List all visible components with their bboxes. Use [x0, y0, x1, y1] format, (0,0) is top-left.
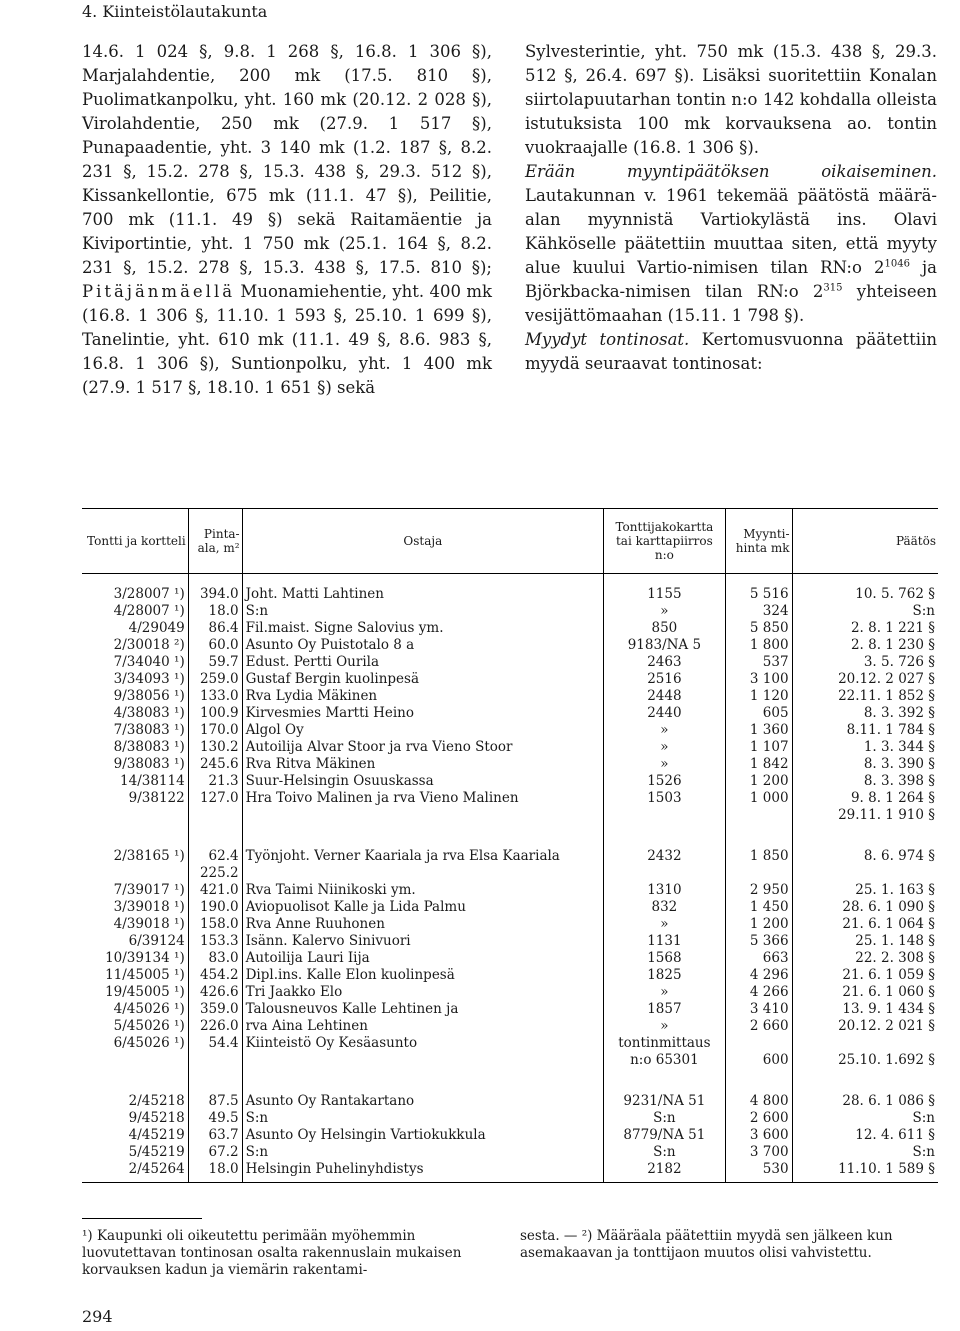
decision-cell: 22. 2. 308 § [792, 950, 938, 967]
table-row [82, 790, 938, 807]
table-row [82, 1018, 938, 1035]
footnote-left: ¹) Kaupunki oli oikeutettu perimään myöhemmin luovutettavan tontinosan osalta rakennuslain mukaisen korvauksen kadun ja viemärin rakentami- [82, 1228, 462, 1278]
plot-cell: 3/28007 ¹) [113, 586, 185, 602]
area-cell: 170.0 [188, 722, 242, 739]
buyer-cell: Asunto Oy Rantakartano [242, 1069, 603, 1110]
area-cell: 133.0 [188, 688, 242, 705]
price-cell: 5 366 [725, 933, 792, 950]
paragraph-text: ja Björkbacka-nimisen tilan RN:o 2 [525, 258, 937, 301]
decision-cell: 3. 5. 726 § [792, 654, 938, 671]
area-cell: 21.3 [188, 773, 242, 790]
price-cell: 2 660 [725, 1018, 792, 1035]
area-cell: 359.0 [188, 1001, 242, 1018]
map-number-cell: 2432 [604, 824, 726, 865]
decision-cell [792, 1035, 938, 1052]
map-number-cell: 1825 [604, 967, 726, 984]
plot-cell: 3/39018 ¹) [113, 899, 185, 915]
decision-cell: 8. 3. 390 § [792, 756, 938, 773]
table-row [82, 688, 938, 705]
table-row [82, 722, 938, 739]
price-cell [725, 1035, 792, 1052]
price-cell: 4 296 [725, 967, 792, 984]
price-cell: 663 [725, 950, 792, 967]
plot-cell: 5/45026 ¹) [113, 1018, 185, 1034]
buyer-cell: Talousneuvos Kalle Lehtinen ja [242, 1001, 603, 1018]
plot-cell [82, 1052, 188, 1069]
table-row [82, 1069, 938, 1110]
table-body [82, 574, 938, 1183]
map-number-cell: 8779/NA 51 [604, 1127, 726, 1144]
buyer-cell: Kiinteistö Oy Kesäasunto [242, 1035, 603, 1052]
column-header: Ostaja [242, 509, 603, 574]
area-cell: 259.0 [188, 671, 242, 688]
plot-cell: 2/45218 [128, 1093, 185, 1109]
table-row [82, 950, 938, 967]
area-cell: 54.4 [188, 1035, 242, 1052]
right-text-column [525, 40, 937, 376]
area-cell: 87.5 [188, 1069, 242, 1110]
plot-cell: 7/38083 ¹) [113, 722, 185, 738]
table-row [82, 807, 938, 824]
map-number-cell: 850 [604, 620, 726, 637]
plot-cell: 3/34093 ¹) [113, 671, 185, 687]
plot-cell: 6/39124 [128, 933, 185, 949]
table-row [82, 1161, 938, 1183]
table-row [82, 1035, 938, 1052]
buyer-cell: Asunto Oy Puistotalo 8 a [242, 637, 603, 654]
map-number-cell [604, 865, 726, 882]
decision-cell: 10. 5. 762 § [792, 574, 938, 604]
map-number-cell: 2182 [604, 1161, 726, 1183]
price-cell: 1 450 [725, 899, 792, 916]
table-row [82, 967, 938, 984]
table-row [82, 705, 938, 722]
price-cell: 5 850 [725, 620, 792, 637]
area-cell: 245.6 [188, 756, 242, 773]
price-cell: 324 [725, 603, 792, 620]
map-number-cell: 1131 [604, 933, 726, 950]
left-text-column [82, 40, 492, 400]
buyer-cell [242, 807, 603, 824]
buyer-cell: Rva Lydia Mäkinen [242, 688, 603, 705]
table-row [82, 1001, 938, 1018]
buyer-cell: Rva Anne Ruuhonen [242, 916, 603, 933]
table-row [82, 620, 938, 637]
map-number-cell: S:n [604, 1144, 726, 1161]
district-name: Pitäjänmäellä [82, 282, 236, 301]
plot-cell: 9/45218 [128, 1110, 185, 1126]
superscript: 315 [823, 282, 843, 294]
map-number-cell: » [604, 739, 726, 756]
table-row [82, 1110, 938, 1127]
map-number-cell: » [604, 603, 726, 620]
table-row [82, 1144, 938, 1161]
column-header: Päätös [792, 509, 938, 574]
column-header: Tonttijakokartta tai karttapiirros n:o [604, 509, 726, 574]
decision-cell: 22.11. 1 852 § [792, 688, 938, 705]
buyer-cell: Tri Jaakko Elo [242, 984, 603, 1001]
price-cell: 1 200 [725, 916, 792, 933]
buyer-cell: Dipl.ins. Kalle Elon kuolinpesä [242, 967, 603, 984]
plot-cell: 8/38083 ¹) [113, 739, 185, 755]
price-cell: 1 000 [725, 790, 792, 807]
decision-cell: 1. 3. 344 § [792, 739, 938, 756]
decision-cell [792, 865, 938, 882]
price-cell: 1 850 [725, 824, 792, 865]
decision-cell: 21. 6. 1 059 § [792, 967, 938, 984]
decision-cell: 9. 8. 1 264 § [792, 790, 938, 807]
map-number-cell: 832 [604, 899, 726, 916]
plot-cell: 4/38083 ¹) [113, 705, 185, 721]
buyer-cell: Edust. Pertti Ourila [242, 654, 603, 671]
buyer-cell: rva Aina Lehtinen [242, 1018, 603, 1035]
map-number-cell: 2448 [604, 688, 726, 705]
map-number-cell: 1568 [604, 950, 726, 967]
continuation-paragraph: Sylvesterintie, yht. 750 mk (15.3. 438 §, 29.3. 512 §, 26.4. 697 §). Lisäksi suoritettiin Konalan siirtolapuutarhan tontin n:o 142 kohdalla olleista istutuksista 100 mk korvauksena ao. tontin vuokraajalle (16.8. 1 306 §). [525, 42, 937, 157]
map-number-cell: 1526 [604, 773, 726, 790]
area-cell: 18.0 [188, 603, 242, 620]
table-row [82, 773, 938, 790]
plot-cell: 2/45264 [82, 1161, 188, 1183]
area-cell: 127.0 [188, 790, 242, 807]
area-cell: 426.6 [188, 984, 242, 1001]
buyer-cell: Fil.maist. Signe Salovius ym. [242, 620, 603, 637]
table-row [82, 899, 938, 916]
buyer-cell [242, 1052, 603, 1069]
decision-cell: 8. 3. 398 § [792, 773, 938, 790]
price-cell: 5 516 [725, 574, 792, 604]
area-cell: 225.2 [188, 865, 242, 882]
decision-cell: S:n [792, 1144, 938, 1161]
paragraph-text: Muonamiehentie, yht. 400 mk (16.8. 1 306 §, 11.10. 1 593 §, 25.10. 1 699 §), Tanelintie, yht. 610 mk (11.1. 49 §, 8.6. 983 §, 16.8. 1 306 §), Suntionpolku, yht. 1 400 mk (27.9. 1 517 §, 18.10. 1 651 §) sekä [82, 282, 492, 397]
table-row [82, 882, 938, 899]
map-number-cell: » [604, 916, 726, 933]
buyer-cell: S:n [242, 1110, 603, 1127]
map-number-cell: » [604, 722, 726, 739]
footnote-right: sesta. — ²) Määräala päätettiin myydä sen jälkeen kun asemakaavan ja tonttijaon muutos olisi vahvistettu. [520, 1228, 893, 1261]
sold-plots-paragraph [525, 328, 937, 376]
paragraph-text: 14.6. 1 024 §, 9.8. 1 268 §, 16.8. 1 306 §), Marjalahdentie, 200 mk (17.5. 810 §), Puolimatkanpolku, yht. 160 mk (20.12. 2 028 §), Virolahdentie, 250 mk (27.9. 1 517 §), Punapaadentie, yht. 3 140 mk (1.2. 187 §, 8.2. 231 §, 15.2. 278 §, 15.3. 438 §, 29.3. 512 §), Kissankellontie, 675 mk (11.1. 47 §), Peilitie, 700 mk (11.1. 49 §) sekä Raitamäentie ja Kiviportintie, yht. 1 750 mk (25.1. 164 §, 8.2. 231 §, 15.2. 278 §, 15.3. 438 §, 17.5. 810 §); [82, 42, 492, 277]
map-number-cell: 2440 [604, 705, 726, 722]
column-header: Myynti-hinta mk [725, 509, 792, 574]
correction-paragraph [525, 160, 937, 328]
area-cell: 49.5 [188, 1110, 242, 1127]
map-number-cell: tontinmittaus [604, 1035, 726, 1052]
decision-cell: 12. 4. 611 § [792, 1127, 938, 1144]
table-row [82, 1052, 938, 1069]
buyer-cell: Joht. Matti Lahtinen [242, 574, 603, 604]
plot-cell: 4/45219 [128, 1127, 185, 1143]
area-cell: 153.3 [188, 933, 242, 950]
street-costs-paragraph [82, 40, 492, 400]
decision-cell: S:n [792, 1110, 938, 1127]
price-cell: 3 600 [725, 1127, 792, 1144]
price-cell [725, 865, 792, 882]
area-cell: 86.4 [188, 620, 242, 637]
price-cell: 2 950 [725, 882, 792, 899]
decision-cell: 11.10. 1 589 § [792, 1161, 938, 1183]
map-number-cell: » [604, 756, 726, 773]
plot-cell: 9/38083 ¹) [113, 756, 185, 772]
area-cell: 67.2 [188, 1144, 242, 1161]
column-header: Pinta-ala, m² [188, 509, 242, 574]
plot-cell [82, 807, 188, 824]
buyer-cell: Työnjoht. Verner Kaariala ja rva Elsa Kaariala [242, 824, 603, 865]
plot-cell: 6/45026 ¹) [113, 1035, 185, 1051]
price-cell: 3 410 [725, 1001, 792, 1018]
area-cell [188, 807, 242, 824]
table-row [82, 756, 938, 773]
area-cell [188, 1052, 242, 1069]
map-number-cell [604, 807, 726, 824]
area-cell: 63.7 [188, 1127, 242, 1144]
decision-cell: 2. 8. 1 221 § [792, 620, 938, 637]
decision-cell: 21. 6. 1 064 § [792, 916, 938, 933]
plot-cell: 14/38114 [120, 773, 185, 789]
area-cell: 190.0 [188, 899, 242, 916]
price-cell: 2 600 [725, 1110, 792, 1127]
price-cell: 1 360 [725, 722, 792, 739]
superscript: 1046 [884, 258, 910, 270]
decision-cell: 25. 1. 163 § [792, 882, 938, 899]
plot-cell: 10/39134 ¹) [105, 950, 185, 966]
table-row [82, 654, 938, 671]
map-number-cell: » [604, 1018, 726, 1035]
plot-cell: 4/39018 ¹) [113, 916, 185, 932]
decision-cell: 28. 6. 1 086 § [792, 1069, 938, 1110]
plot-cell: 19/45005 ¹) [105, 984, 185, 1000]
decision-cell: 20.12. 2 027 § [792, 671, 938, 688]
area-cell: 226.0 [188, 1018, 242, 1035]
decision-cell: 8. 6. 974 § [792, 824, 938, 865]
area-cell: 454.2 [188, 967, 242, 984]
area-cell: 59.7 [188, 654, 242, 671]
buyer-cell: Autoilija Lauri Iija [242, 950, 603, 967]
buyer-cell: Hra Toivo Malinen ja rva Vieno Malinen [242, 790, 603, 807]
area-cell: 394.0 [188, 574, 242, 604]
paragraph-text: Kertomusvuonna päätettiin myydä seuraavat tontinosat: [525, 330, 937, 373]
area-cell: 100.9 [188, 705, 242, 722]
plot-cell: 2/30018 ²) [113, 637, 185, 653]
map-number-cell: n:o 65301 [604, 1052, 726, 1069]
map-number-cell: S:n [604, 1110, 726, 1127]
price-cell [725, 807, 792, 824]
area-cell: 130.2 [188, 739, 242, 756]
paragraph-heading: Myydyt tontinosat. [525, 330, 690, 349]
map-number-cell: 1503 [604, 790, 726, 807]
plot-cell: 11/45005 ¹) [105, 967, 185, 983]
area-cell: 60.0 [188, 637, 242, 654]
buyer-cell [242, 865, 603, 882]
table-header-row [82, 509, 938, 574]
plot-cell: 4/45026 ¹) [113, 1001, 185, 1017]
paragraph-text: Lautakunnan v. 1961 tekemää päätöstä määrä-alan myynnistä Vartiokylästä ins. Olavi Kähköselle päätettiin muuttaa siten, että myyty alue kuului Vartio-nimisen tilan RN:o 2 [525, 186, 937, 277]
decision-cell: 8.11. 1 784 § [792, 722, 938, 739]
table-row [82, 916, 938, 933]
buyer-cell: Algol Oy [242, 722, 603, 739]
plot-cell: 9/38122 [128, 790, 185, 806]
table-row [82, 671, 938, 688]
price-cell: 4 800 [725, 1069, 792, 1110]
price-cell: 4 266 [725, 984, 792, 1001]
plot-cell: 2/38165 ¹) [113, 848, 185, 864]
buyer-cell: Suur-Helsingin Osuuskassa [242, 773, 603, 790]
price-cell: 605 [725, 705, 792, 722]
map-number-cell: 1857 [604, 1001, 726, 1018]
area-cell: 158.0 [188, 916, 242, 933]
buyer-cell: Asunto Oy Helsingin Vartiokukkula [242, 1127, 603, 1144]
buyer-cell: Aviopuolisot Kalle ja Lida Palmu [242, 899, 603, 916]
paragraph-text: yhteiseen vesijättömaahan (15.11. 1 798 §). [525, 282, 937, 325]
map-number-cell: 2463 [604, 654, 726, 671]
decision-cell: 21. 6. 1 060 § [792, 984, 938, 1001]
page-number: 294 [82, 1307, 113, 1326]
price-cell: 1 800 [725, 637, 792, 654]
decision-cell: 28. 6. 1 090 § [792, 899, 938, 916]
plot-cell [82, 865, 188, 882]
paragraph-heading: Erään myyntipäätöksen oikaiseminen. [525, 162, 937, 181]
buyer-cell: Kirvesmies Martti Heino [242, 705, 603, 722]
price-cell: 1 200 [725, 773, 792, 790]
map-number-cell: 9231/NA 51 [604, 1069, 726, 1110]
decision-cell: 29.11. 1 910 § [792, 807, 938, 824]
decision-cell: 20.12. 2 021 § [792, 1018, 938, 1035]
section-header: 4. Kiinteistölautakunta [82, 2, 268, 21]
price-cell: 3 100 [725, 671, 792, 688]
decision-cell: 25.10. 1.692 § [792, 1052, 938, 1069]
decision-cell: S:n [792, 603, 938, 620]
map-number-cell: 9183/NA 5 [604, 637, 726, 654]
table-row [82, 603, 938, 620]
buyer-cell: Autoilija Alvar Stoor ja rva Vieno Stoor [242, 739, 603, 756]
buyer-cell: Rva Taimi Niinikoski ym. [242, 882, 603, 899]
price-cell: 600 [725, 1052, 792, 1069]
area-cell: 421.0 [188, 882, 242, 899]
sold-plots-table [82, 508, 938, 1183]
plot-cell: 4/29049 [128, 620, 185, 636]
map-number-cell: 2516 [604, 671, 726, 688]
price-cell: 537 [725, 654, 792, 671]
decision-cell: 25. 1. 148 § [792, 933, 938, 950]
plot-cell: 4/28007 ¹) [113, 603, 185, 619]
area-cell: 62.4 [188, 824, 242, 865]
price-cell: 1 107 [725, 739, 792, 756]
table-row [82, 574, 938, 604]
table-row [82, 1127, 938, 1144]
footnote-divider [82, 1218, 202, 1219]
table-row [82, 824, 938, 865]
buyer-cell: Isänn. Kalervo Sinivuori [242, 933, 603, 950]
price-cell: 3 700 [725, 1144, 792, 1161]
area-cell: 18.0 [188, 1161, 242, 1183]
buyer-cell: Helsingin Puhelinyhdistys [242, 1161, 603, 1183]
table-row [82, 637, 938, 654]
map-number-cell: 1310 [604, 882, 726, 899]
table-row [82, 933, 938, 950]
plot-cell: 7/34040 ¹) [113, 654, 185, 670]
map-number-cell: » [604, 984, 726, 1001]
plot-cell: 9/38056 ¹) [113, 688, 185, 704]
buyer-cell: S:n [242, 1144, 603, 1161]
buyer-cell: S:n [242, 603, 603, 620]
price-cell: 530 [725, 1161, 792, 1183]
table-row [82, 865, 938, 882]
decision-cell: 2. 8. 1 230 § [792, 637, 938, 654]
buyer-cell: Gustaf Bergin kuolinpesä [242, 671, 603, 688]
price-cell: 1 120 [725, 688, 792, 705]
table-row [82, 739, 938, 756]
decision-cell: 13. 9. 1 434 § [792, 1001, 938, 1018]
area-cell: 83.0 [188, 950, 242, 967]
plot-cell: 7/39017 ¹) [113, 882, 185, 898]
table-row [82, 984, 938, 1001]
plot-cell: 5/45219 [128, 1144, 185, 1160]
decision-cell: 8. 3. 392 § [792, 705, 938, 722]
price-cell: 1 842 [725, 756, 792, 773]
map-number-cell: 1155 [604, 574, 726, 604]
buyer-cell: Rva Ritva Mäkinen [242, 756, 603, 773]
column-header: Tontti ja kortteli [82, 509, 188, 574]
